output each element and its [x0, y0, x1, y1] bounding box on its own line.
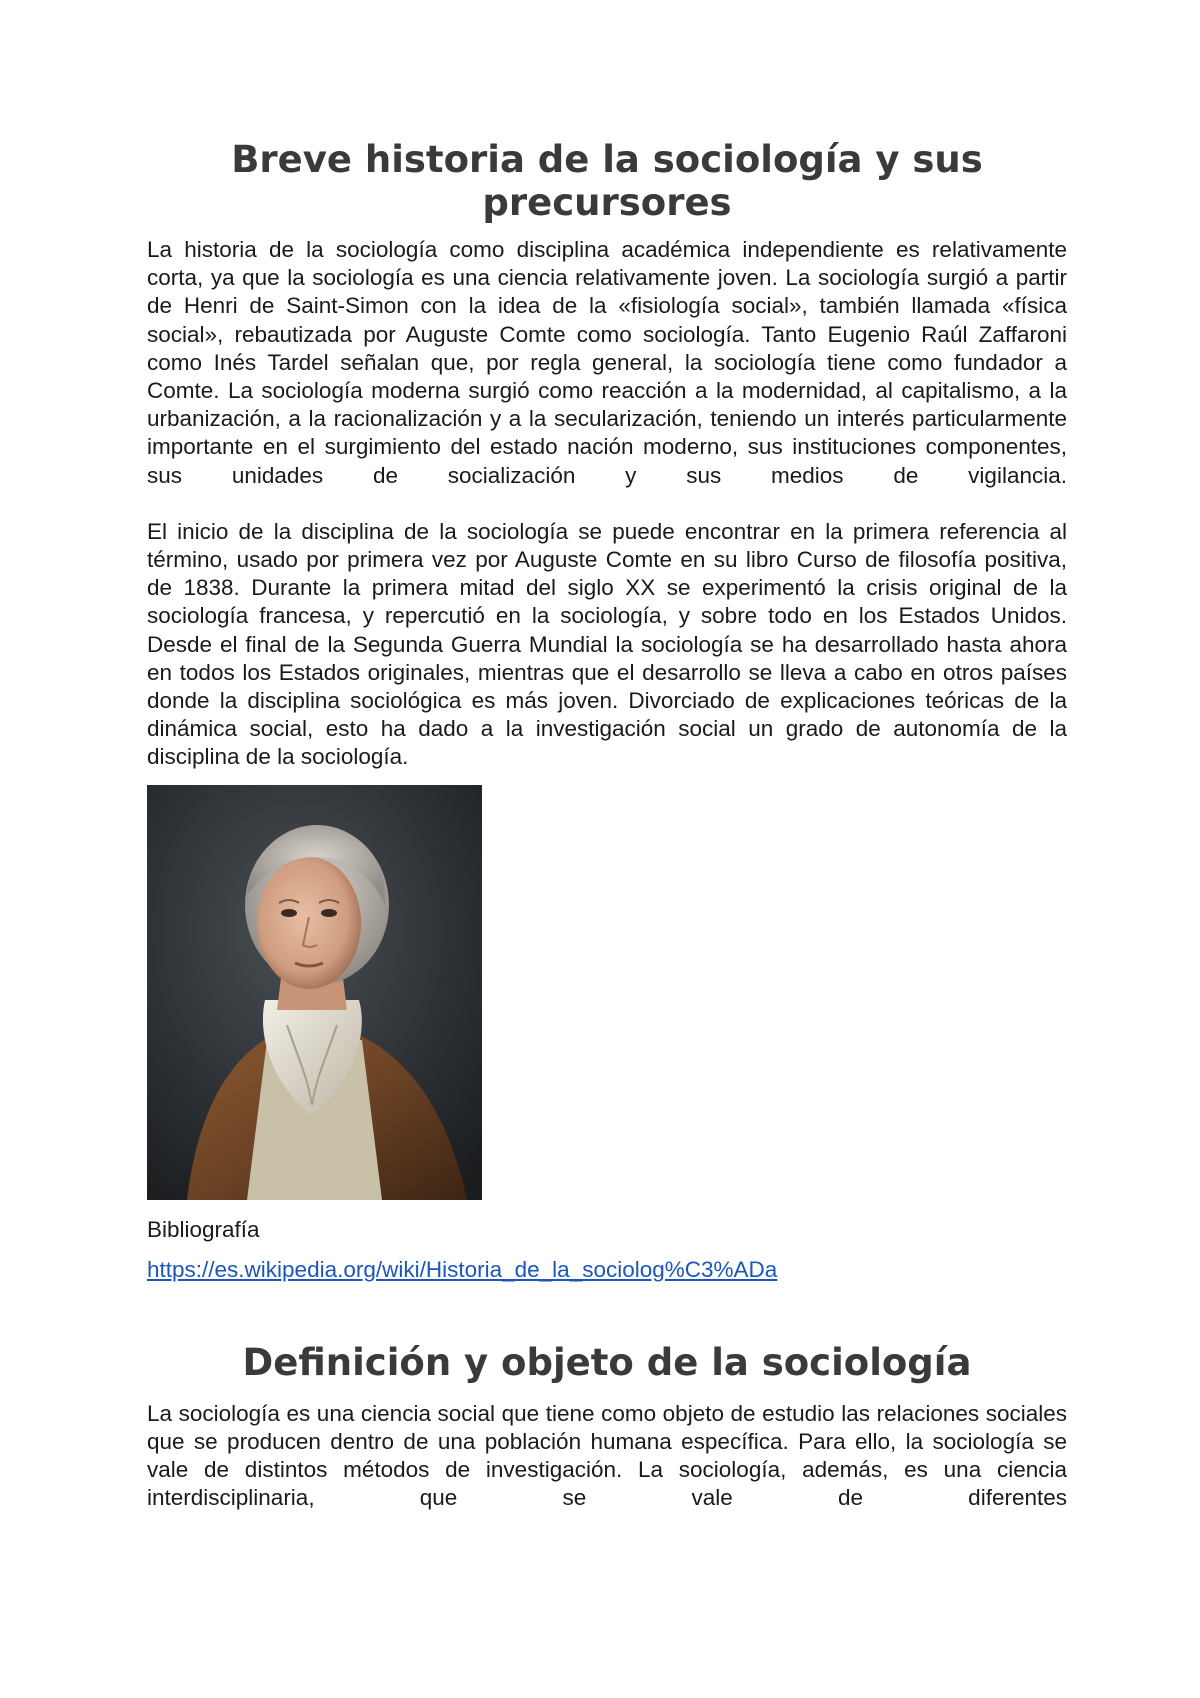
section2-title: Definición y objeto de la sociología: [242, 1340, 972, 1384]
document-page: [147, 138, 1067, 1512]
section1-paragraph-1: La historia de la sociología como disciplina académica independiente es relativamente corta, ya que la sociología es una ciencia relativamente joven. La sociología surgió a partir de Henri de Saint-Simon con la idea de la «fisiología social», también llamada «física social», rebautizada por Auguste Comte como sociología. Tanto Eugenio Raúl Zaffaroni como Inés Tardel señalan que, por regla general, la sociología tiene como fundador a Comte. La sociología moderna surgió como reacción a la modernidad, al capitalismo, a la urbanización, a la racionalización y a la secularización, teniendo un interés particularmente importante en el surgimiento del estado nación moderno, sus instituciones componentes, sus unidades de socialización y sus medios de vigilancia.: [147, 237, 1067, 488]
section1-title: Breve historia de la sociología y sus precursores: [231, 138, 983, 224]
bibliography-link[interactable]: https://es.wikipedia.org/wiki/Historia_de_la_sociolog%C3%ADa: [147, 1256, 778, 1282]
portrait-image: [147, 785, 482, 1200]
section1-paragraph-2: El inicio de la disciplina de la sociología se puede encontrar en la primera referencia al término, usado por primera vez por Auguste Comte en su libro Curso de filosofía positiva, de 1838. Durante la primera mitad del siglo XX se experimentó la crisis original de la sociología francesa, y repercutió en la sociología, y sobre todo en los Estados Unidos. Desde el final de la Segunda Guerra Mundial la sociología se ha desarrollado hasta ahora en todos los Estados originales, mientras que el desarrollo se lleva a cabo en otros países donde la disciplina sociológica es más joven. Divorciado de explicaciones teóricas de la dinámica social, esto ha dado a la investigación social un grado de autonomía de la disciplina de la sociología.: [147, 518, 1067, 770]
section2-paragraph-1: La sociología es una ciencia social que tiene como objeto de estudio las relaciones sociales que se producen dentro de una población humana específica. Para ello, la sociología se vale de distintos métodos de investigación. La sociología, además, es una ciencia interdisciplinaria, que se vale de diferentes: [147, 1400, 1067, 1511]
paragraph-gap: [147, 490, 1067, 518]
bibliography-label: Bibliografía: [147, 1216, 260, 1242]
